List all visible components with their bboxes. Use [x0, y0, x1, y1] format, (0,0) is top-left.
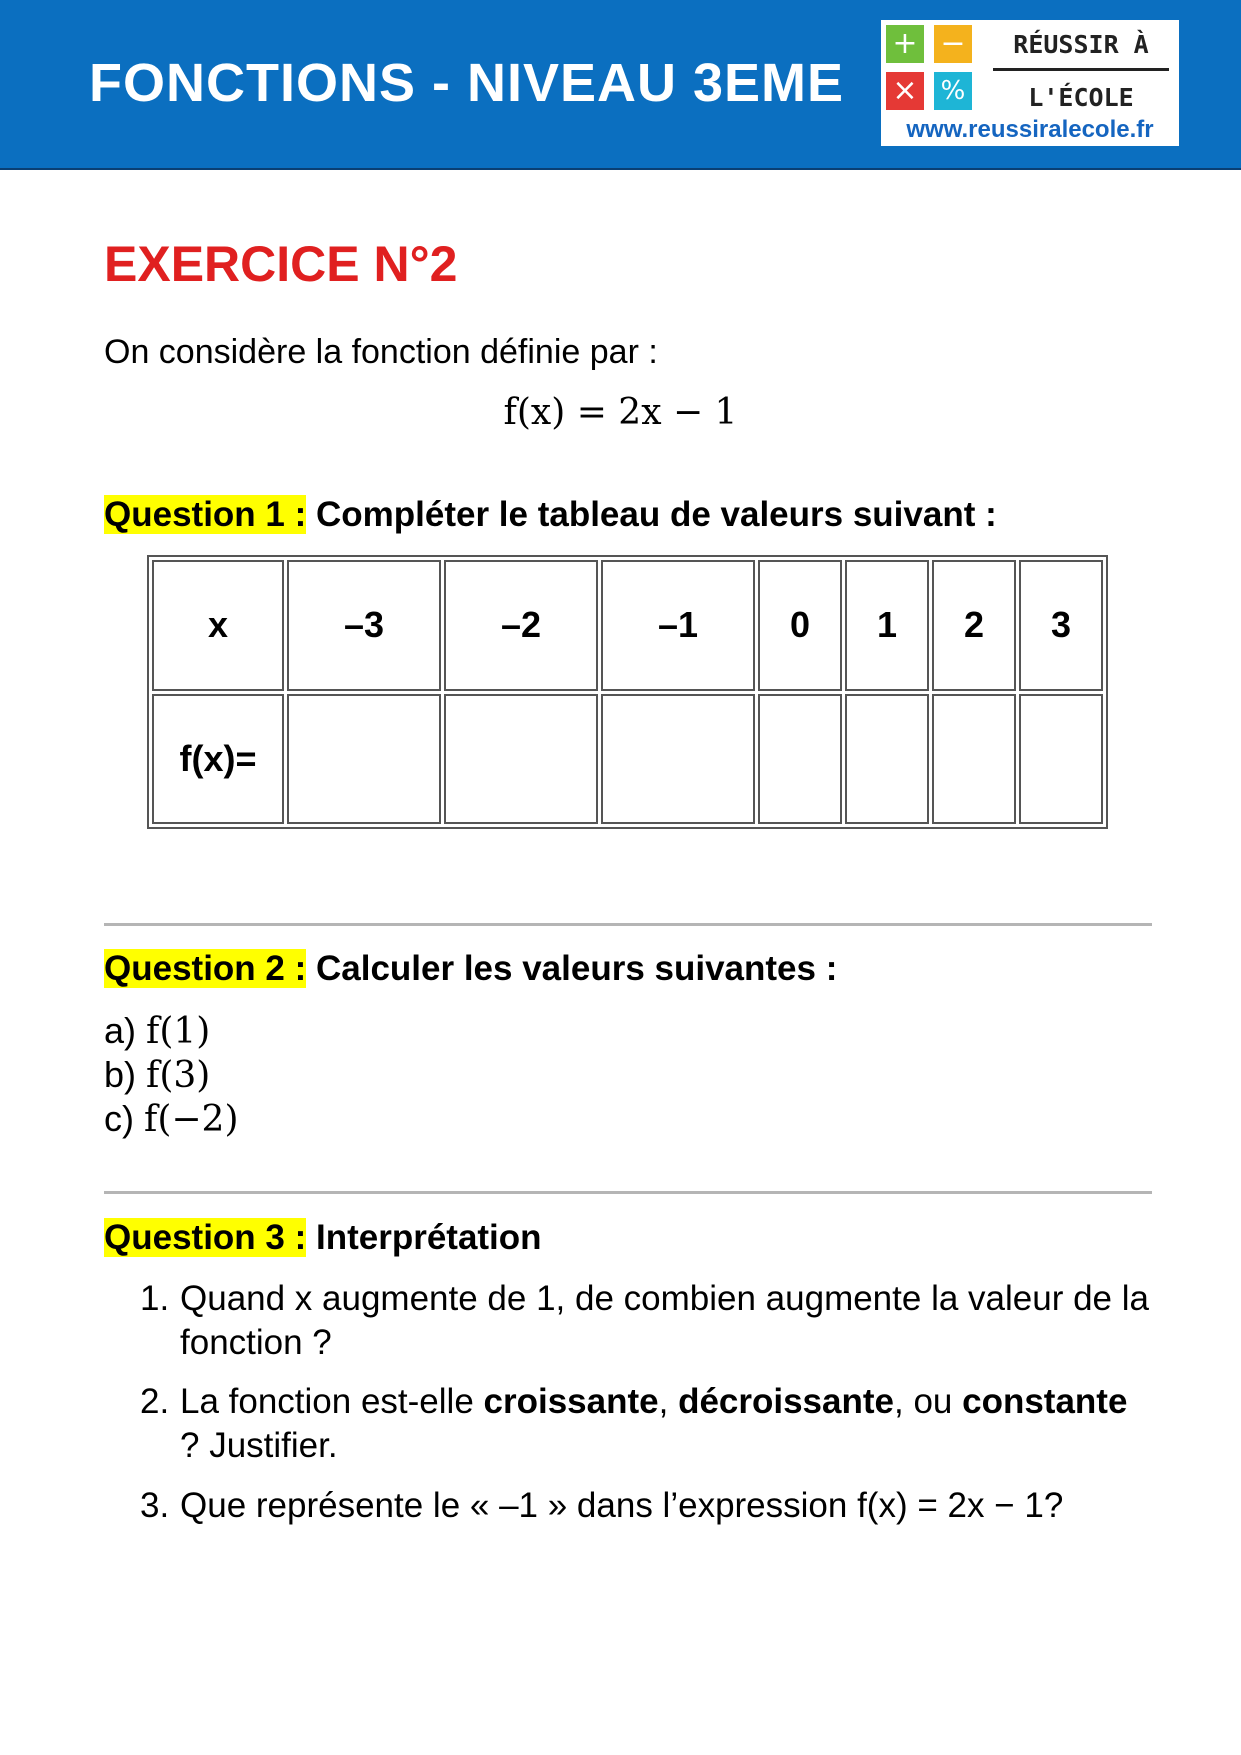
question3-label: Question 3 : — [104, 1218, 307, 1257]
table-cell-fx-blank[interactable] — [287, 694, 441, 825]
page-header — [0, 0, 1241, 170]
question3-text: Interprétation — [306, 1218, 542, 1257]
question2-text: Calculer les valeurs suivantes : — [306, 949, 838, 988]
values-table — [147, 555, 1108, 829]
formula-text: f(x) = 2x − 1 — [503, 392, 738, 433]
list-text: Quand x augmente de 1, de combien augmente la valeur de la fonction ? — [180, 1279, 1149, 1362]
site-logo[interactable] — [881, 20, 1179, 146]
table-cell-x: 1 — [845, 560, 929, 691]
question2-item-c — [104, 1098, 238, 1140]
list-number: 2. — [140, 1382, 170, 1421]
list-number: 1. — [140, 1279, 170, 1318]
logo-divider — [993, 68, 1169, 71]
table-header-fx: f(x)= — [152, 694, 284, 825]
question1-text: Compléter le tableau de valeurs suivant : — [306, 495, 997, 534]
table-cell-x: 2 — [932, 560, 1016, 691]
list-text: Que représente le « –1 » dans l’expression f(x) = 2x − 1? — [180, 1486, 1064, 1525]
function-formula — [0, 392, 1241, 433]
list-number: 3. — [140, 1486, 170, 1525]
question1-heading — [104, 495, 997, 535]
logo-text-line1: RÉUSSIR À — [1013, 30, 1149, 59]
exercise-title: EXERCICE N°2 — [104, 236, 458, 292]
table-cell-x: 0 — [758, 560, 842, 691]
question2-label: Question 2 : — [104, 949, 307, 988]
logo-url-link[interactable]: www.reussiralecole.fr — [906, 116, 1154, 143]
table-row-fx — [152, 694, 1103, 825]
table-cell-fx-blank[interactable] — [1019, 694, 1103, 825]
section-divider — [104, 923, 1152, 926]
question3-item-3 — [140, 1484, 1150, 1528]
question1-label: Question 1 : — [104, 495, 307, 534]
percent-icon: % — [934, 72, 972, 110]
question2-item-b — [104, 1054, 210, 1096]
list-text: La fonction est-elle croissante, décroissante, ou constante ? Justifier. — [180, 1382, 1128, 1465]
item-prefix: b) — [104, 1054, 147, 1095]
plus-icon: + — [886, 25, 924, 63]
question2-item-a — [104, 1010, 210, 1052]
question3-item-2 — [140, 1380, 1150, 1468]
item-prefix: a) — [104, 1010, 147, 1051]
times-icon: × — [886, 72, 924, 110]
table-cell-fx-blank[interactable] — [845, 694, 929, 825]
table-cell-fx-blank[interactable] — [444, 694, 598, 825]
table-header-x: x — [152, 560, 284, 691]
question3-item-1 — [140, 1277, 1150, 1365]
minus-icon: − — [934, 25, 972, 63]
item-expression: f(−2) — [144, 1099, 239, 1140]
table-cell-fx-blank[interactable] — [601, 694, 755, 825]
table-cell-x: –2 — [444, 560, 598, 691]
logo-text-line2: L'ÉCOLE — [1028, 83, 1134, 112]
table-cell-x: –1 — [601, 560, 755, 691]
item-expression: f(3) — [146, 1055, 211, 1096]
section-divider — [104, 1191, 1152, 1194]
table-cell-fx-blank[interactable] — [758, 694, 842, 825]
table-cell-fx-blank[interactable] — [932, 694, 1016, 825]
page-title: FONCTIONS - NIVEAU 3EME — [89, 53, 845, 113]
question2-heading — [104, 949, 837, 989]
table-cell-x: 3 — [1019, 560, 1103, 691]
question3-heading — [104, 1218, 542, 1258]
table-cell-x: –3 — [287, 560, 441, 691]
item-prefix: c) — [104, 1098, 144, 1139]
table-row-x — [152, 560, 1103, 691]
exercise-intro: On considère la fonction définie par : — [104, 333, 658, 371]
item-expression: f(1) — [146, 1011, 211, 1052]
